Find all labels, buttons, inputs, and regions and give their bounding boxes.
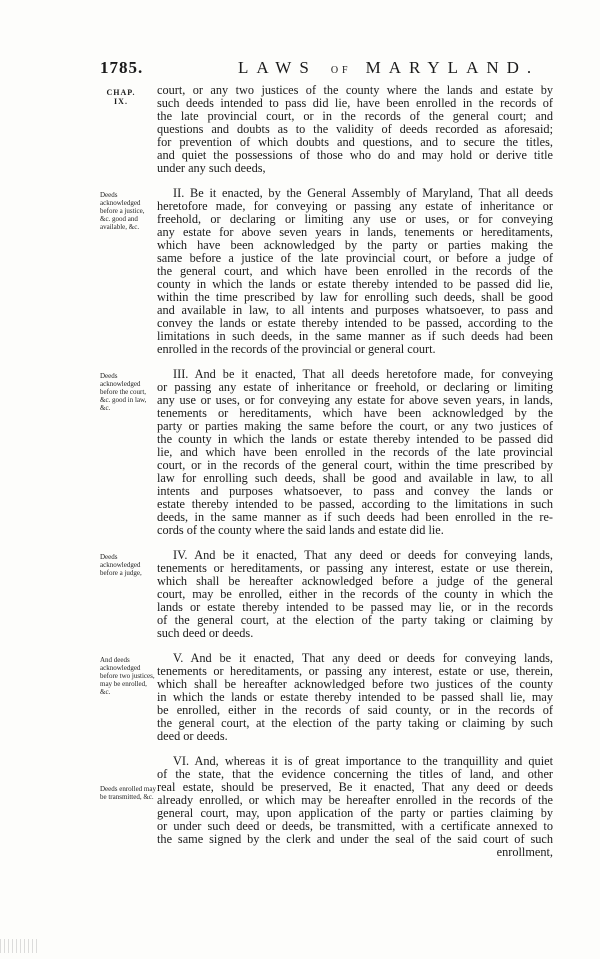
text-line: under any such deeds, xyxy=(157,162,266,175)
text-line: enrollment, xyxy=(496,846,553,859)
section-1 xyxy=(100,187,553,356)
section-3 xyxy=(100,549,553,640)
margin-note: Deeds acknowledged before a judge, xyxy=(100,553,142,577)
page-year: 1785. xyxy=(100,58,144,77)
text-line: and quiet the possessions of those who do and may hold or derive title xyxy=(157,149,553,162)
text-line: heretofore made, for conveying or passing any estate of inheritance or xyxy=(157,200,553,213)
text-line: and available in law, to all intents and purposes whatsoever, to pass and xyxy=(157,304,553,317)
text-line: which shall be hereafter acknowledged before two justices of the county xyxy=(157,678,553,691)
text-line: V. And be it enacted, That any deed or deeds for conveying lands, xyxy=(173,652,553,665)
text-line: the county in which the lands or estate thereby intended to be passed did xyxy=(157,433,553,446)
text-line: VI. And, whereas it is of great importance to the tranquillity and quiet xyxy=(173,755,553,768)
text-line: already enrolled, or which may be hereafter enrolled in the records of the xyxy=(157,794,553,807)
text-line: limitations in such deeds, in the same manner as if such deeds had been xyxy=(157,330,553,343)
text-line: of the state, that the evidence concerning the titles of land, and other xyxy=(157,768,553,781)
text-line: enrolled in the records of the provincial or general court. xyxy=(157,343,436,356)
text-line: any use or uses, or for conveying any estate for above seven years, in lands, xyxy=(157,394,553,407)
margin-note: Deeds acknowledged before the court, &c. good in law, &c. xyxy=(100,372,147,412)
text-line: court, may be enrolled, either in the records of the county in which the xyxy=(157,588,553,601)
text-line: or under such deed or deeds, be transmitted, with a certificate annexed to xyxy=(157,820,553,833)
section-5 xyxy=(100,755,553,859)
text-line: lie, and which have been enrolled in the records of the late provincial xyxy=(157,446,553,459)
text-line: for prevention of which doubts and questions, and to secure the titles, xyxy=(157,136,553,149)
text-line: law for enrolling such deeds, shall be good and available in law, to all xyxy=(157,472,553,485)
text-line: intents and purposes whatsoever, to pass and convey the lands or xyxy=(157,485,553,498)
text-line: freehold, or declaring or limiting any use or uses, or for conveying xyxy=(157,213,553,226)
text-line: deed or deeds. xyxy=(157,730,228,743)
text-line: IV. And be it enacted, That any deed or deeds for conveying lands, xyxy=(173,549,553,562)
text-line: questions and doubts as to the validity of deeds recorded as aforesaid; xyxy=(157,123,553,136)
text-line: the general court, at the election of the party taking or claiming by such xyxy=(157,717,553,730)
text-line: tenements or hereditaments, which have been acknowledged by the xyxy=(157,407,553,420)
chapter-word: CHAP. xyxy=(106,88,136,97)
text-line: county in which the lands or estate thereby intended to be passed did lie, xyxy=(157,278,553,291)
text-line: lands or estate thereby intended to be passed may lie, or in the records xyxy=(157,601,553,614)
section-2 xyxy=(100,368,553,537)
text-line: tenements or hereditaments, or passing any interest, estate or use, therein, xyxy=(157,665,553,678)
text-line: of the general court, at the election of the party taking or claiming by xyxy=(157,614,553,627)
section-0 xyxy=(157,84,553,175)
text-line: general court, may, upon application of the party or parties claiming by xyxy=(157,807,553,820)
text-line: court, or any two justices of the county where the lands and estate by xyxy=(157,84,553,97)
chapter-number: IX. xyxy=(114,97,128,106)
text-line: which have been acknowledged by the party or parties making the xyxy=(157,239,553,252)
title-of: OF xyxy=(330,65,352,76)
text-line: convey the lands or estate thereby intended to be passed, according to the xyxy=(157,317,553,330)
section-4 xyxy=(100,652,553,743)
chapter-label xyxy=(104,88,138,106)
text-line: within the time prescribed by law for enrolling such deeds, shall be good xyxy=(157,291,553,304)
text-line: court, or in the records of the general court, within the time prescribed by xyxy=(157,459,553,472)
text-line: the same signed by the clerk and under the seal of the said court of such xyxy=(157,833,553,846)
text-line: in which the lands or estate thereby intended to be passed shall lie, may xyxy=(157,691,553,704)
text-line: II. Be it enacted, by the General Assembly of Maryland, That all deeds xyxy=(173,187,553,200)
title-laws: LAWS xyxy=(238,58,317,77)
running-header xyxy=(100,58,560,78)
text-line: same before a justice of the late provincial court, or before a judge of xyxy=(157,252,553,265)
text-line: be enrolled, either in the records of said county, or in the records of xyxy=(157,704,553,717)
text-line: party or parties making the same before the court, or any two justices of xyxy=(157,420,553,433)
page-title xyxy=(238,58,539,78)
text-line: such deeds intended to pass did lie, have been enrolled in the records of xyxy=(157,97,553,110)
text-line: such deed or deeds. xyxy=(157,627,254,640)
text-line: cords of the county where the said lands and estate did lie. xyxy=(157,524,444,537)
text-line: any estate for above seven years in lands, tenements or hereditaments, xyxy=(157,226,553,239)
margin-note: And deeds acknowledged before two justices, may be enrolled, &c. xyxy=(100,656,155,696)
margin-note: Deeds acknowledged before a justice, &c. good and available, &c. xyxy=(100,191,145,231)
scan-artifact xyxy=(0,939,40,953)
text-line: which shall be hereafter acknowledged before a judge of the general xyxy=(157,575,553,588)
text-line: deeds, in the same manner as if such deeds had been enrolled in the re- xyxy=(157,511,553,524)
title-maryland: MARYLAND. xyxy=(365,58,540,77)
margin-note: Deeds enrolled may be transmitted, &c. xyxy=(100,785,156,801)
text-line: the late provincial court, or in the records of the general court; and xyxy=(157,110,553,123)
text-line: the general court, and which have been enrolled in the records of the xyxy=(157,265,553,278)
text-line: III. And be it enacted, That all deeds heretofore made, for conveying xyxy=(173,368,553,381)
text-line: tenements or hereditaments, or passing any interest, estate or use therein, xyxy=(157,562,553,575)
text-line: real estate, should be preserved, Be it enacted, That any deed or deeds xyxy=(157,781,553,794)
text-line: or passing any estate of inheritance or freehold, or declaring or limiting xyxy=(157,381,553,394)
text-line: estate thereby intended to be passed, according to the limitations in such xyxy=(157,498,553,511)
